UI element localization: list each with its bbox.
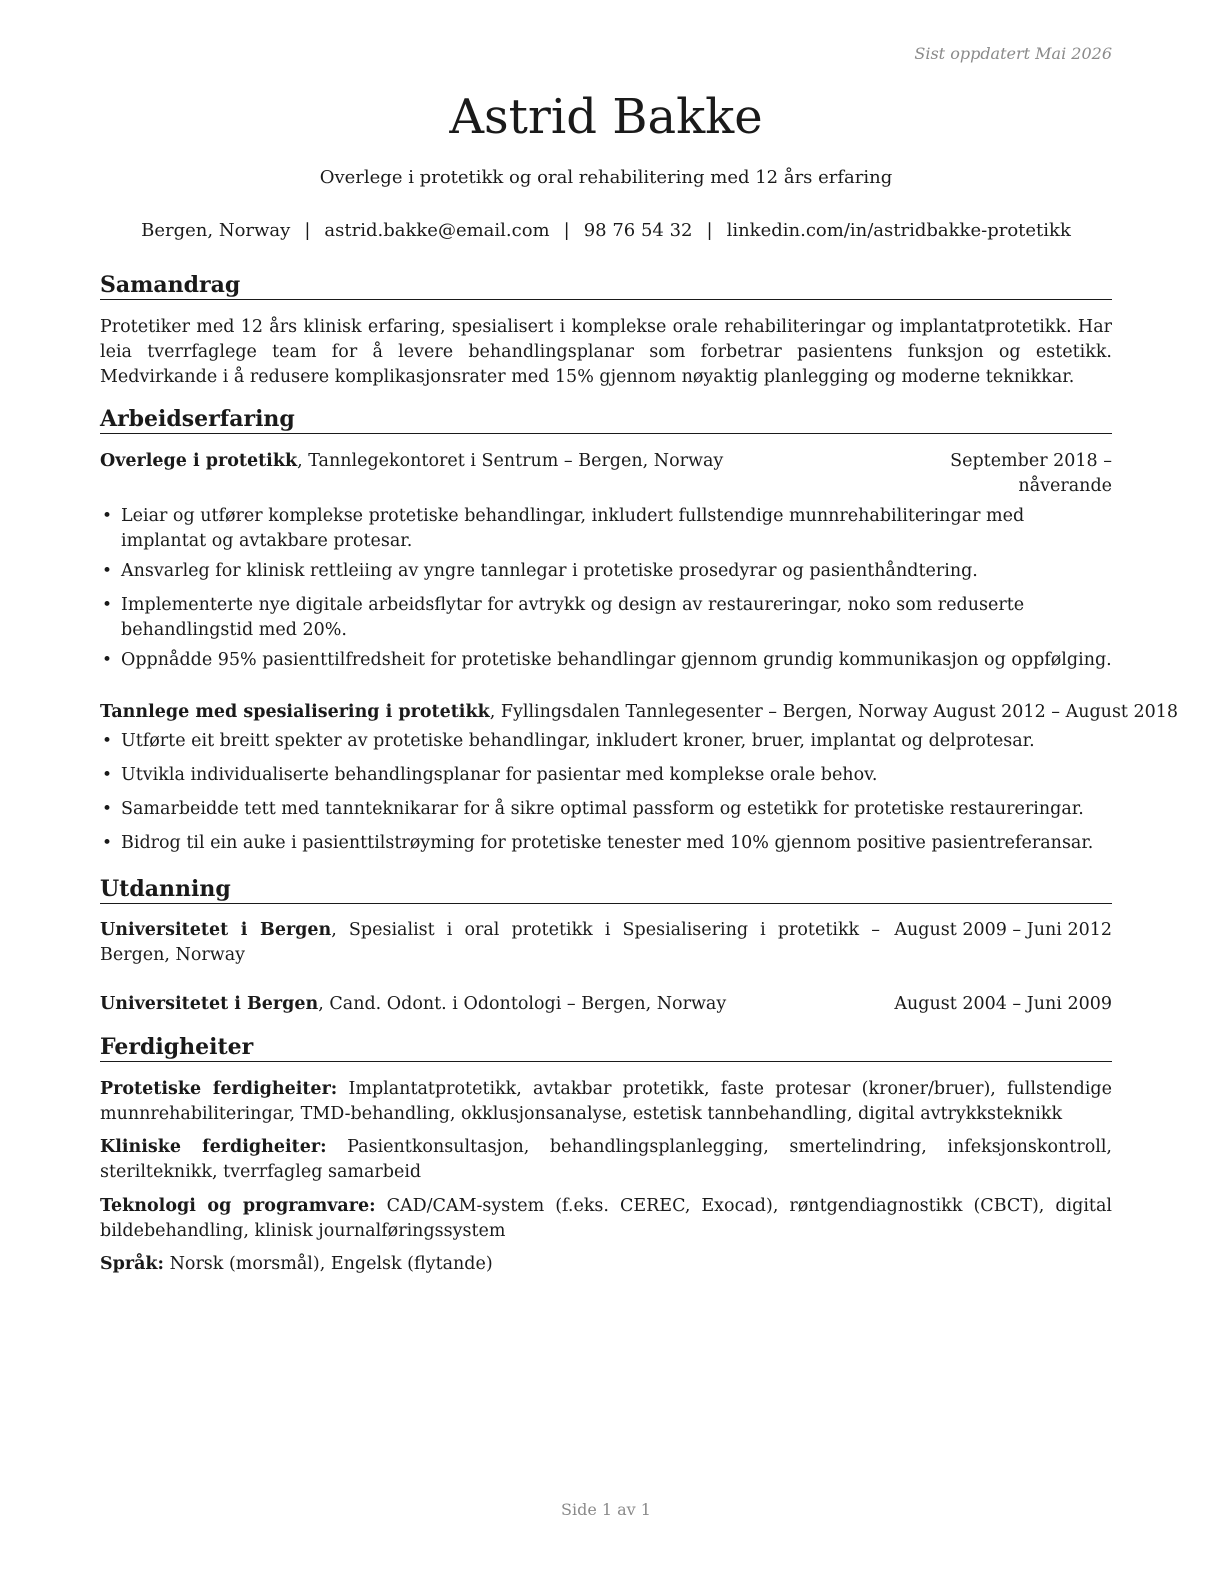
summary-text: Protetiker med 12 års klinisk erfaring, spesialisert i komplekse orale rehabiliteringar og implantatprotetikk. Har leia tverrfaglege team for å levere behandlingsplanar som forbetrar pasientens funksjon og estetikk. Medvirkande i å redusere komplikasjonsrater med 15% gjennom nøyaktig planlegging og moderne teknikkar. — [100, 317, 1112, 387]
contact-line — [60, 219, 1152, 243]
education-detail: , Cand. Odont. i Odontologi – Bergen, Norway — [318, 994, 727, 1014]
skill-text: Norsk (morsmål), Engelsk (flytande) — [164, 1254, 493, 1274]
education-item — [100, 992, 1112, 1017]
list-item: • Oppnådde 95% pasienttilfredsheit for protetiske behandlingar gjennom grundig kommunikasjon og oppfølging. — [100, 648, 1112, 673]
skill-label: Språk: — [100, 1254, 165, 1274]
skill-label: Kliniske ferdigheiter: — [100, 1137, 327, 1157]
contact-separator: | — [304, 220, 311, 241]
contact-separator: | — [563, 220, 570, 241]
job-dates: September 2018 – nåverande — [950, 451, 1112, 496]
section-title-skills: Ferdigheiter — [100, 1033, 1112, 1062]
contact-phone: 98 76 54 32 — [583, 220, 693, 241]
skill-text: Implantatprotetikk, avtakbar protetikk, faste protesar (kroner/bruer), fullstendige munnrehabiliteringar, TMD-behandling, okklusjonsanalyse, estetisk tannbehandling, digital avtrykksteknikk — [100, 1079, 1112, 1124]
skill-label: Teknologi og programvare: — [100, 1196, 376, 1216]
education-dates: August 2009 – Juni 2012 — [894, 920, 1112, 940]
education-dates: August 2004 – Juni 2009 — [894, 994, 1112, 1014]
contact-separator: | — [706, 220, 713, 241]
job-bullets — [100, 504, 1112, 673]
skill-group — [100, 1135, 1112, 1185]
skill-text: CAD/CAM-system (f.eks. CEREC, Exocad), røntgendiagnostikk (CBCT), digital bildebehandling, klinisk journalføringssystem — [100, 1196, 1112, 1241]
resume-page — [100, 0, 1179, 1584]
page-number: Side 1 av 1 — [561, 1500, 651, 1519]
list-item: • Bidrog til ein auke i pasienttilstrøyming for protetiske tenester med 10% gjennom positive pasientreferansar. — [100, 831, 1112, 856]
list-item: • Utvikla individualiserte behandlingsplanar for pasientar med komplekse orale behov. — [100, 763, 1112, 788]
job-header — [100, 449, 1112, 499]
education-school: Universitetet i Bergen — [100, 920, 332, 940]
education-school: Universitetet i Bergen — [100, 994, 319, 1014]
headline: Overlege i protetikk og oral rehabilitering med 12 års erfaring — [319, 167, 893, 188]
job-dates: August 2012 – August 2018 — [933, 702, 1179, 722]
job-bullets — [100, 729, 1112, 856]
section-title-summary: Samandrag — [100, 271, 1112, 300]
skill-label: Protetiske ferdigheiter: — [100, 1079, 338, 1099]
section-title-education: Utdanning — [100, 875, 1112, 904]
job-employer: , Fyllingsdalen Tannlegesenter – Bergen, Norway — [489, 702, 928, 722]
contact-location: Bergen, Norway — [141, 220, 291, 241]
job-header — [100, 700, 1179, 725]
contact-email[interactable]: astrid.bakke@email.com — [324, 220, 550, 241]
candidate-name: Astrid Bakke — [449, 89, 763, 145]
contact-linkedin[interactable]: linkedin.com/in/astridbakke-protetikk — [726, 220, 1071, 241]
education-detail: , Spesialist i oral protetikk i Spesialisering i protetikk – Bergen, Norway — [100, 920, 880, 965]
skill-group — [100, 1194, 1112, 1244]
skill-text: Pasientkonsultasjon, behandlingsplanlegging, smertelindring, infeksjonskontroll, sterilteknikk, tverrfagleg samarbeid — [100, 1137, 1112, 1182]
list-item: • Ansvarleg for klinisk rettleiing av yngre tannlegar i protetiske prosedyrar og pasienthåndtering. — [100, 559, 1112, 584]
list-item: • Utførte eit breitt spekter av protetiske behandlingar, inkludert kroner, bruer, implantat og delprotesar. — [100, 729, 1112, 754]
education-item — [100, 918, 1112, 968]
section-title-experience: Arbeidserfaring — [100, 405, 1112, 434]
list-item: • Samarbeidde tett med tannteknikarar for å sikre optimal passform og estetikk for protetiske restaureringar. — [100, 797, 1112, 822]
skill-group — [100, 1252, 1112, 1277]
skill-group — [100, 1077, 1112, 1127]
job-employer: , Tannlegekontoret i Sentrum – Bergen, Norway — [297, 451, 724, 471]
list-item: • Leiar og utfører komplekse protetiske behandlingar, inkludert fullstendige munnrehabiliteringar med implantat og avtakbare protesar. — [100, 504, 1112, 554]
job-role: Tannlege med spesialisering i protetikk — [100, 702, 490, 722]
job-role: Overlege i protetikk — [100, 451, 298, 471]
last-updated: Sist oppdatert Mai 2026 — [914, 44, 1112, 63]
list-item: • Implementerte nye digitale arbeidsflytar for avtrykk og design av restaureringar, noko som reduserte behandlingstid med 20%. — [100, 593, 1112, 643]
